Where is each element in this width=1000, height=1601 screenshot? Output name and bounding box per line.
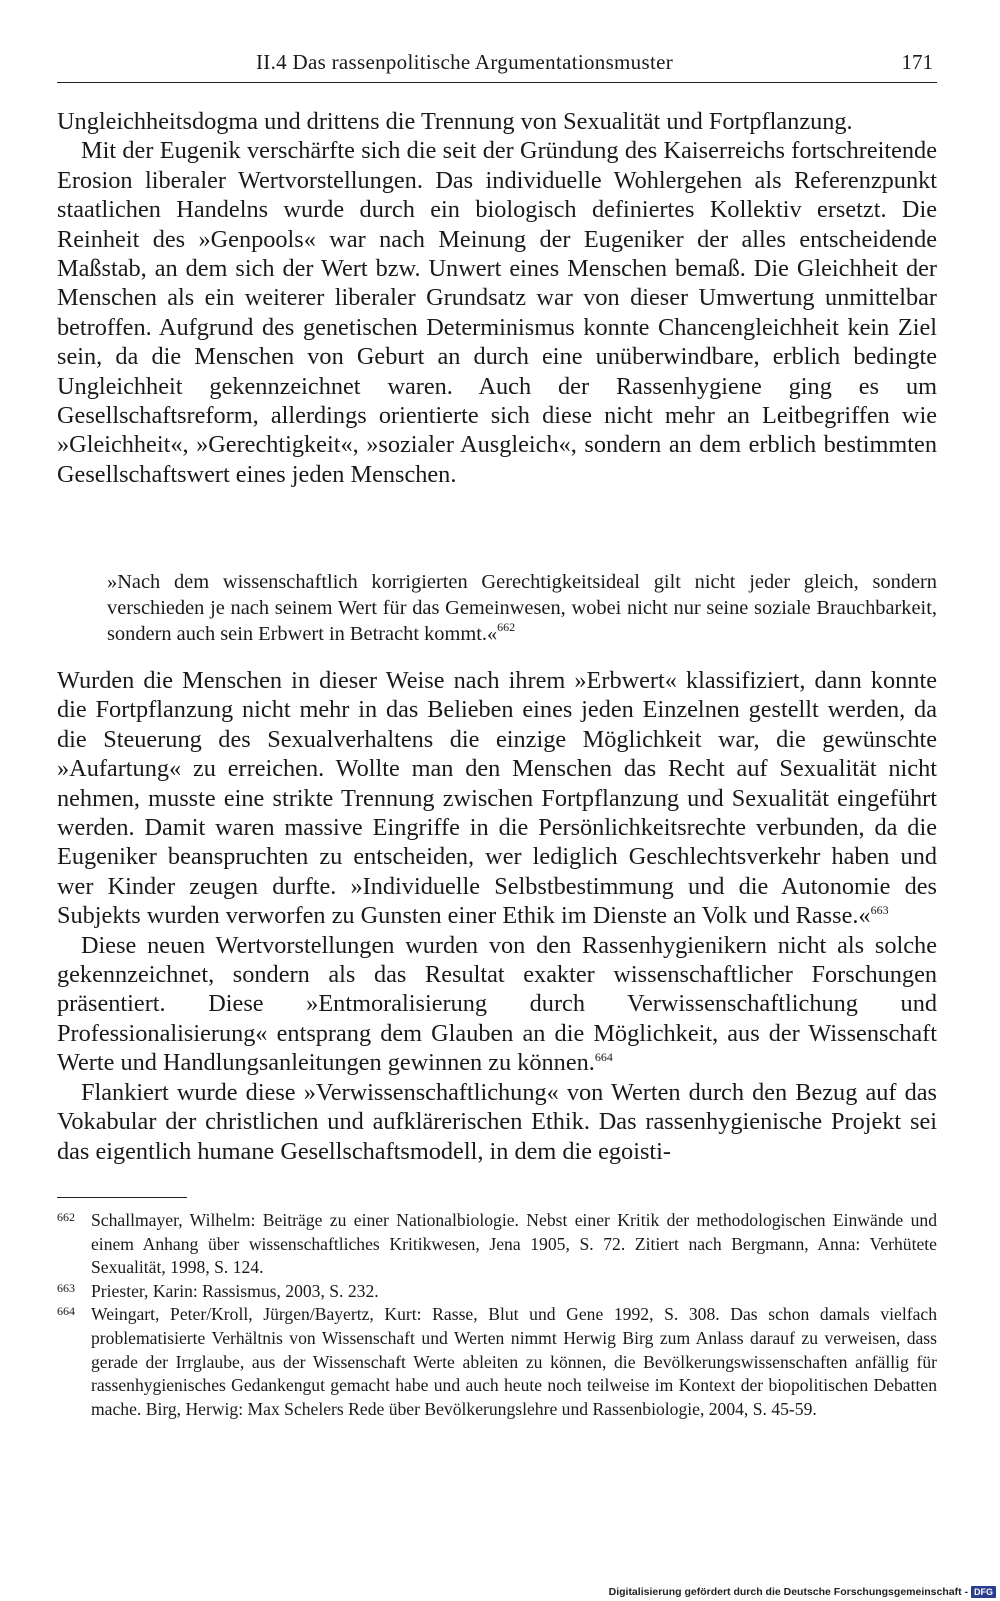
footnote-ref-662[interactable]: 662 — [497, 620, 516, 634]
page-number: 171 — [901, 50, 933, 74]
footnote-number: 664 — [57, 1304, 75, 1319]
paragraph-4: Diese neuen Wertvorstellungen wurden von den Rassenhygienikern nicht als solche gekennzeichnet, sondern als das Resultat exakter wissenschaftlicher Forschungen präsentiert. Diese »Entmoralisierung durch Verwissenschaftlichung und Professionalisierung« entsprang dem Glauben an die Möglichkeit, aus der Wissenschaft Werte und Handlungsanleitungen gewinnen zu können. — [57, 931, 937, 1077]
paragraph-2: Mit der Eugenik verschärfte sich die seit der Gründung des Kaiserreichs fortschreitende Erosion liberaler Wertvorstellungen. Das individuelle Wohlergehen als Referenzpunkt staatlichen Handelns wurde durch ein biologisch definiertes Kollektiv ersetzt. Die Reinheit des »Genpools« war nach Meinung der Eugeniker der alles entscheidende Maßstab, an dem sich der Wert bzw. Unwert eines Menschen bemaß. Die Gleichheit der Menschen als ein weiterer liberaler Grundsatz war von dieser Umwertung unmittelbar betroffen. Aufgrund des genetischen Determinismus konnte Chancengleichheit kein Ziel sein, da die Menschen von Geburt an durch eine unüberwindbare, erblich bedingte Ungleichheit gekennzeichnet waren. Auch der Rassenhygiene ging es um Gesellschaftsreform, allerdings orientierte sich diese nicht mehr an Leitbegriffen wie »Gleichheit«, »Gerechtigkeit«, »sozialer Ausgleich«, sondern an dem erblich bestimmten Gesellschaftswert eines jeden Menschen. — [57, 137, 937, 488]
footnote-ref-664[interactable]: 664 — [594, 1050, 613, 1065]
footnote-text: Priester, Karin: Rassismus, 2003, S. 232. — [91, 1280, 379, 1301]
credit-text: Digitalisierung gefördert durch die Deutsche Forschungsgemeinschaft - — [608, 1586, 968, 1598]
paragraph-1: Ungleichheitsdogma und drittens die Trennung von Sexualität und Fortpflanzung. — [57, 108, 853, 135]
block-quote — [107, 569, 937, 647]
footnote-number: 662 — [57, 1210, 75, 1224]
page-header — [57, 46, 937, 83]
running-head: II.4 Das rassenpolitische Argumentationsmuster — [256, 50, 674, 74]
footnote-663 — [57, 1280, 937, 1304]
paragraph-5: Flankiert wurde diese »Verwissenschaftlichung« von Werten durch den Bezug auf das Vokabular der christlichen und aufklärerischen Ethik. Das rassenhygienische Projekt sei das eigentlich humane Gesellschaftsmodell, in dem die egoisti- — [57, 1078, 937, 1165]
main-text-lower — [57, 666, 937, 1166]
digitization-credit — [609, 1586, 996, 1598]
footnote-number: 663 — [57, 1280, 75, 1295]
paragraph-3: Wurden die Menschen in dieser Weise nach ihrem »Erbwert« klassifiziert, dann konnte die Fortpflanzung nicht mehr in das Belieben eines jeden Einzelnen gestellt werden, da die Steuerung des Sexualverhaltens die einzige Möglichkeit war, die gewünschte »Aufartung« zu erreichen. Wollte man den Menschen das Recht auf Sexualität nicht nehmen, musste eine strikte Trennung zwischen Fortpflanzung und Sexualität eingeführt werden. Damit waren massive Eingriffe in die Persönlichkeitsrechte verbunden, da die Eugeniker beanspruchten zu entscheiden, wer lediglich Geschlechtsverkehr haben und wer Kinder zeugen durfte. »Individuelle Selbstbestimmung und die Autonomie des Subjekts wurden verworfen zu Gunsten einer Ethik im Dienste an Volk und Rasse.« — [57, 667, 937, 930]
footnote-text: Schallmayer, Wilhelm: Beiträge zu einer Nationalbiologie. Nebst einer Kritik der methodologischen Einwände und einem Anhang über wissenschaftliches Kritikwesen, Jena 1905, S. 72. Zitiert nach Bergmann, Anna: Verhütete Sexualität, 1998, S. 124. — [91, 1210, 937, 1278]
footnote-662 — [57, 1209, 937, 1280]
footnote-text: Weingart, Peter/Kroll, Jürgen/Bayertz, Kurt: Rasse, Blut und Gene 1992, S. 308. Das schon damals vielfach problematisierte Verhältnis von Wissenschaft und Werten nimmt Herwig Birg zum Anlass darauf zu verweisen, dass gerade der Irrglaube, aus der Wissenschaft Werte ableiten zu können, die Bevölkerungswissenschaften anfällig für rassenhygienisches Gedankengut gemacht habe und auch heute noch teilweise im Kontext der biopolitischen Debatten mache. Birg, Herwig: Max Schelers Rede über Bevölkerungslehre und Rassenbiologie, 2004, S. 45-59. — [91, 1304, 937, 1419]
footnote-divider — [57, 1197, 187, 1198]
quote-text: »Nach dem wissenschaftlich korrigierten Gerechtigkeitsideal gilt nicht jeder gleich, sondern verschieden je nach seinem Wert für das Gemeinwesen, wobei nicht nur seine soziale Brauchbarkeit, sondern auch sein Erbwert in Betracht kommt.« — [107, 571, 937, 645]
dfg-logo-icon: DFG — [971, 1586, 996, 1598]
main-text-upper — [57, 107, 937, 489]
footnotes — [57, 1209, 937, 1421]
footnote-ref-663[interactable]: 663 — [870, 903, 889, 918]
footnote-664 — [57, 1303, 937, 1421]
